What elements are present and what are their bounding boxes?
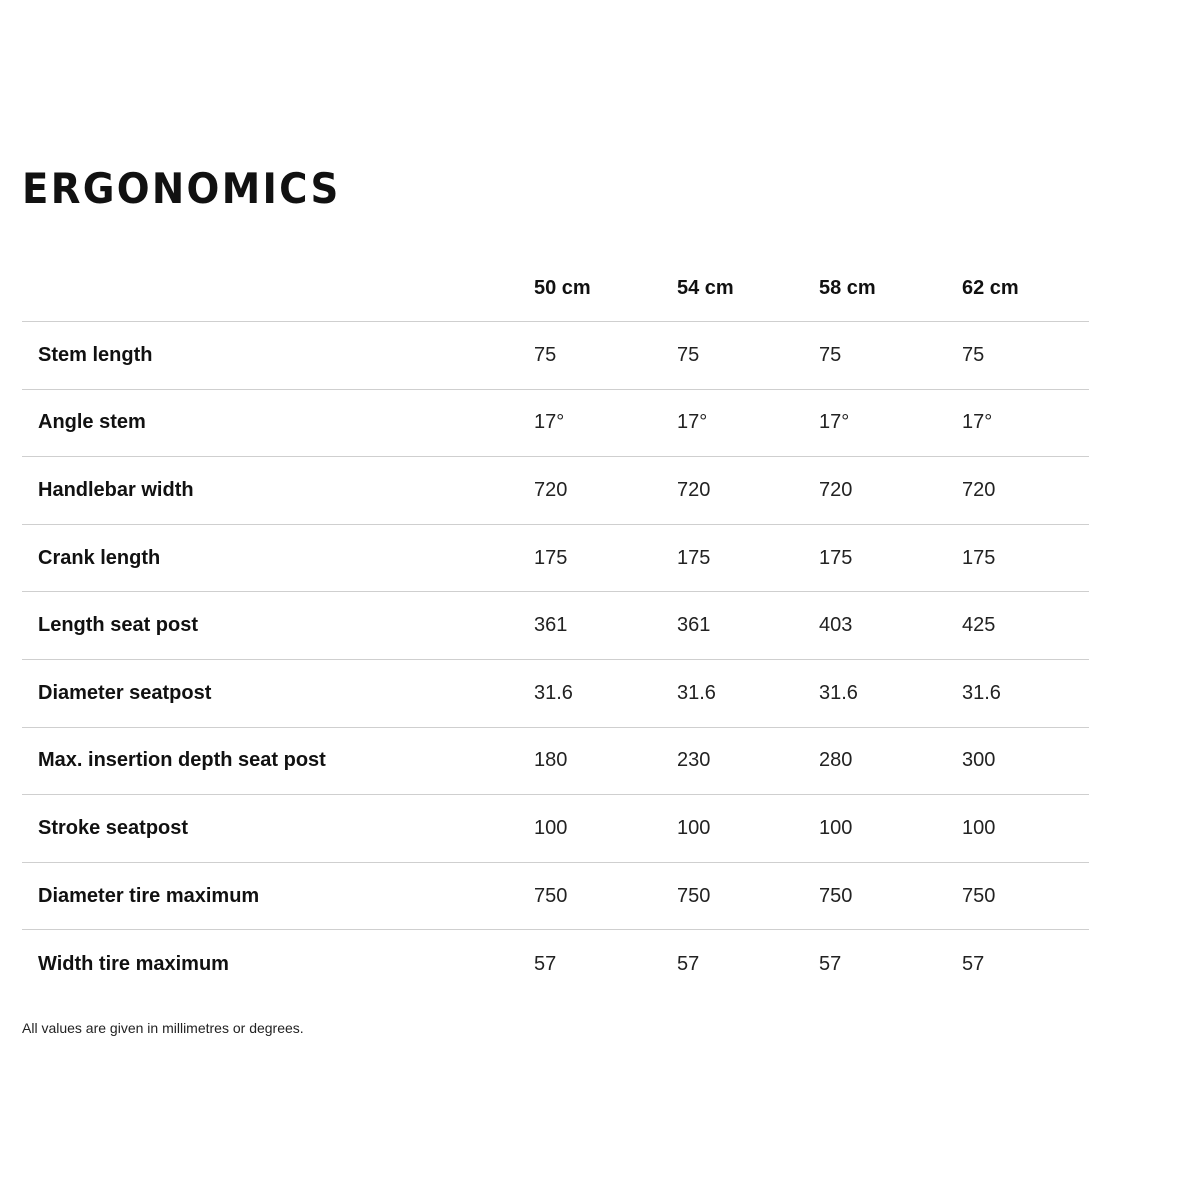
table-row <box>22 322 1089 390</box>
cell-value: 180 <box>534 749 568 772</box>
row-label: Stem length <box>38 343 153 366</box>
cell-value: 57 <box>677 952 700 975</box>
cell-value: 425 <box>962 614 996 637</box>
cell-value: 175 <box>677 546 711 569</box>
table-row <box>22 795 1089 863</box>
cell-value: 75 <box>962 343 985 366</box>
table-row <box>22 592 1089 660</box>
cell-value: 31.6 <box>819 681 858 704</box>
cell-value: 31.6 <box>677 681 716 704</box>
column-header-50cm: 50 cm <box>534 277 591 299</box>
cell-value: 57 <box>819 952 842 975</box>
row-label: Handlebar width <box>38 478 194 501</box>
table-row <box>22 525 1089 593</box>
cell-value: 17° <box>534 411 565 434</box>
table-row <box>22 390 1089 458</box>
column-header-62cm: 62 cm <box>962 277 1019 299</box>
table-row <box>22 660 1089 728</box>
row-label: Diameter seatpost <box>38 681 212 704</box>
cell-value: 230 <box>677 749 711 772</box>
cell-value: 100 <box>962 816 996 839</box>
row-label: Angle stem <box>38 411 146 434</box>
cell-value: 280 <box>819 749 853 772</box>
cell-value: 75 <box>819 343 842 366</box>
cell-value: 17° <box>962 411 993 434</box>
cell-value: 175 <box>962 546 996 569</box>
table-row <box>22 930 1089 998</box>
cell-value: 750 <box>962 884 996 907</box>
cell-value: 100 <box>677 816 711 839</box>
page-title: ERGONOMICS <box>22 164 341 213</box>
row-label: Crank length <box>38 546 161 569</box>
cell-value: 720 <box>962 478 996 501</box>
cell-value: 100 <box>534 816 568 839</box>
cell-value: 750 <box>819 884 853 907</box>
row-label: Diameter tire maximum <box>38 884 260 907</box>
cell-value: 75 <box>677 343 700 366</box>
cell-value: 31.6 <box>534 681 573 704</box>
cell-value: 17° <box>819 411 850 434</box>
cell-value: 720 <box>819 478 853 501</box>
table-row <box>22 863 1089 931</box>
row-label: Max. insertion depth seat post <box>38 749 326 772</box>
cell-value: 403 <box>819 614 853 637</box>
cell-value: 300 <box>962 749 996 772</box>
cell-value: 57 <box>534 952 557 975</box>
cell-value: 750 <box>677 884 711 907</box>
column-header-54cm: 54 cm <box>677 277 734 299</box>
cell-value: 100 <box>819 816 853 839</box>
table-header-row <box>22 256 1089 322</box>
table-row <box>22 457 1089 525</box>
cell-value: 57 <box>962 952 985 975</box>
cell-value: 75 <box>534 343 557 366</box>
cell-value: 175 <box>819 546 853 569</box>
row-label: Width tire maximum <box>38 952 229 975</box>
cell-value: 17° <box>677 411 708 434</box>
units-footnote: All values are given in millimetres or degrees. <box>22 1020 304 1036</box>
cell-value: 750 <box>534 884 568 907</box>
table-row <box>22 728 1089 796</box>
row-label: Length seat post <box>38 614 199 637</box>
cell-value: 720 <box>677 478 711 501</box>
row-label: Stroke seatpost <box>38 816 189 839</box>
column-header-58cm: 58 cm <box>819 277 876 299</box>
cell-value: 175 <box>534 546 568 569</box>
cell-value: 720 <box>534 478 568 501</box>
cell-value: 361 <box>677 614 711 637</box>
cell-value: 31.6 <box>962 681 1001 704</box>
cell-value: 361 <box>534 614 568 637</box>
ergonomics-table <box>22 256 1089 998</box>
